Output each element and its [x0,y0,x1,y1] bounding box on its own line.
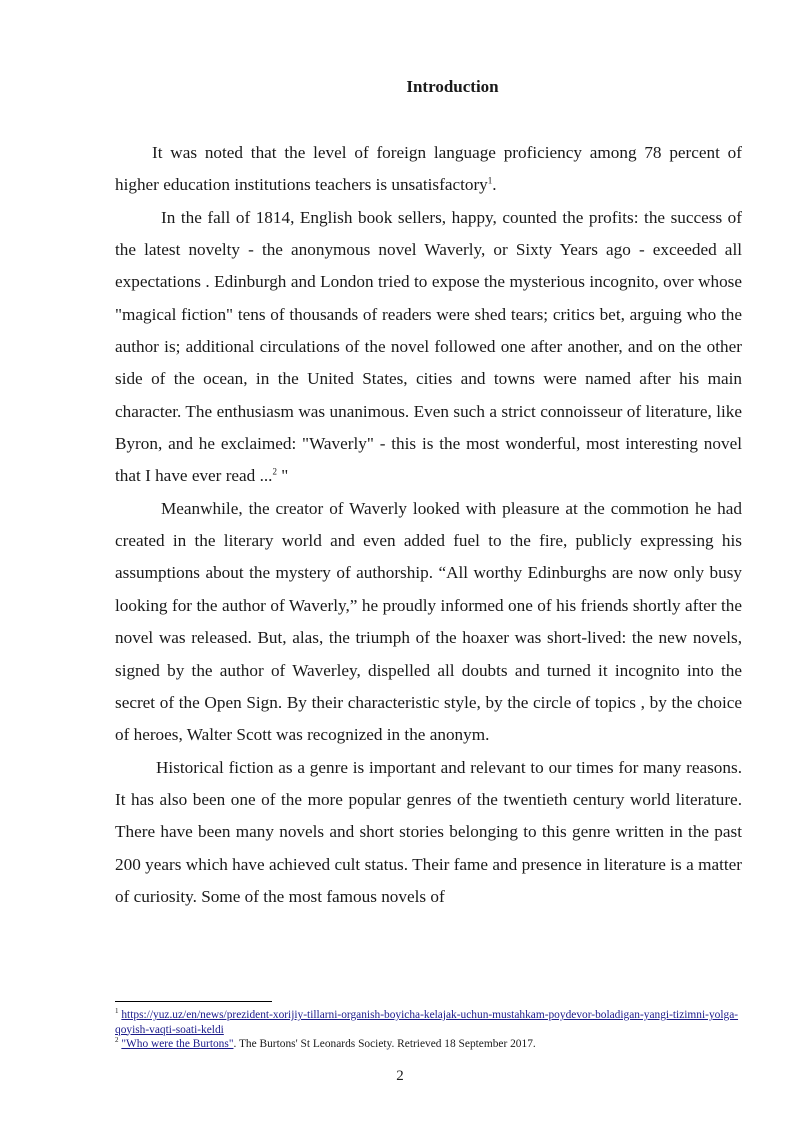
footnote-1-link[interactable]: https://yuz.uz/en/news/prezident-xorijiy-tillarni-organish-boyicha-kelajak-uchun-mustahkam-poydevor-boladigan-yangi-tizimni-yolga-qoyish-vaqti-soati-keldi [115,1009,739,1036]
section-title: Introduction [406,77,499,96]
footnote-2-text: . The Burtons' St Leonards Society. Retrieved 18 September 2017. [233,1038,536,1050]
paragraph-4-text: Historical fiction as a genre is important and relevant to our times for many reasons. It has also been one of the more popular genres of the twentieth century world literature. There have been many novels and short stories belonging to this genre written in the past 200 years which have achieved cult status. Their fame and presence in literature is a matter of curiosity. Some of the most famous novels of [115,757,742,906]
footnote-2-link[interactable]: "Who were the Burtons" [121,1038,234,1050]
footnote-separator [115,1001,272,1002]
paragraph-2-end: " [276,466,289,486]
paragraph-1-end: . [492,175,497,195]
footnote-ref-1[interactable]: 1 [487,175,493,186]
footnote-1-marker: 1 [115,1007,119,1016]
paragraph-2-text: In the fall of 1814, English book sellers, happy, counted the profits: the success of the latest novelty - the anonymous novel Waverly, or Sixty Years ago - exceeded all expectations . Edinburgh and London tried to expose the mysterious incognito, over whose "magical fiction" tens of thousands of readers were shed tears; critics bet, arguing who the author is; additional circulations of the novel followed one after another, and on the other side of the ocean, in the United States, cities and towns were named after his main character. The enthusiasm was unanimous. Even such a strict connoisseur of literature, like Byron, and he exclaimed: "Waverly" - this is the most wonderful, most interesting novel that I have ever read ... [115,207,742,486]
paragraph-3-text: Meanwhile, the creator of Waverly looked with pleasure at the commotion he had created in the literary world and even added fuel to the fire, publicly expressing his assumptions about the mystery of authorship. “All worthy Edinburghs are now only busy looking for the author of Waverly,” he proudly informed one of his friends shortly after the novel was released. But, alas, the triumph of the hoaxer was short-lived: the new novels, signed by the author of Waverley, dispelled all doubts and turned it incognito into the secret of the Open Sign. By their characteristic style, by the circle of topics , by the choice of heroes, Walter Scott was recognized in the anonym. [115,498,742,745]
footnotes [115,1008,742,1052]
page-number: 2 [396,1068,404,1084]
paragraph-1-text: It was noted that the level of foreign language proficiency among 78 percent of higher education institutions teachers is unsatisfactory [115,143,742,195]
body-text [115,137,742,913]
footnote-2-marker: 2 [115,1036,119,1045]
paragraph-2 [115,202,742,493]
paragraph-3 [115,493,742,752]
footnote-ref-2[interactable]: 2 [272,466,277,477]
paragraph-1 [115,137,742,202]
footnote-2 [115,1037,742,1052]
paragraph-4 [115,752,742,914]
footnote-1 [115,1008,742,1037]
